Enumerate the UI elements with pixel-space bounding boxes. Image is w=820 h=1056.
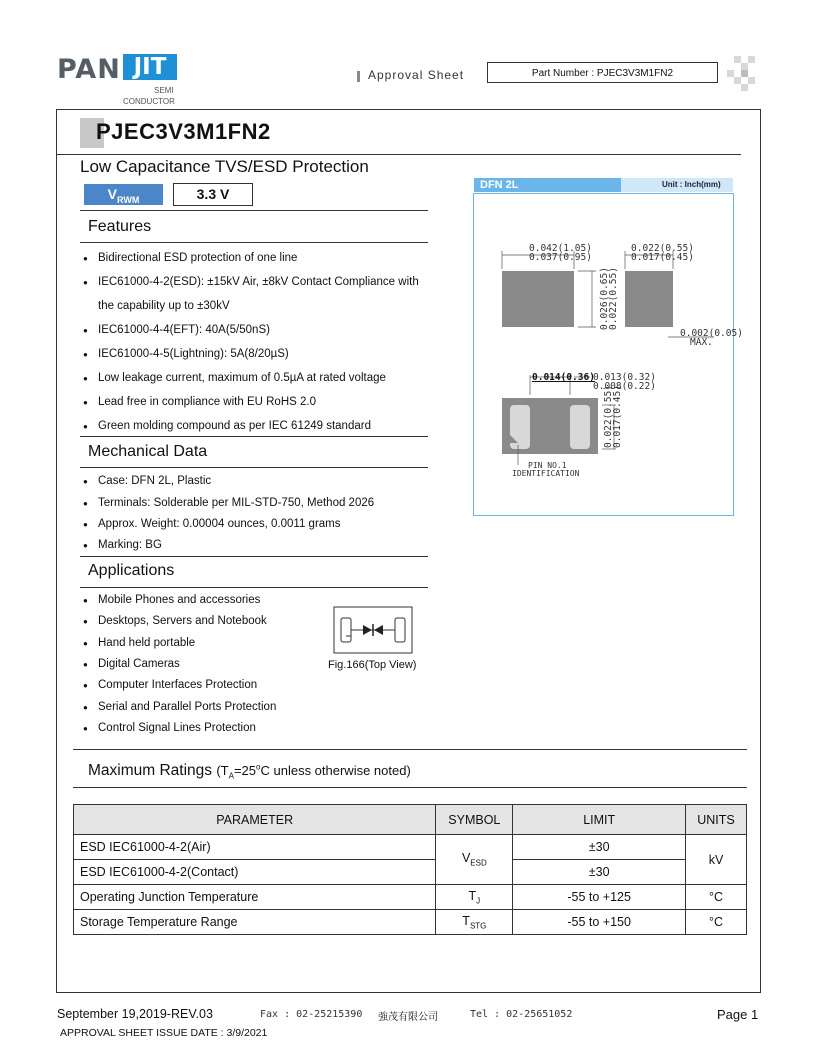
vrwm-label: $V_{RWM}$ [84,184,163,205]
footer-tel: Tel : 02-25651052 [470,1009,573,1020]
divider [80,556,428,557]
application-item: ● Computer Interfaces Protection [98,679,257,691]
application-item: ● Digital Cameras [98,658,180,670]
col-limit: LIMIT [513,805,686,835]
col-parameter: PARAMETER [74,805,436,835]
application-item: ● Serial and Parallel Ports Protection [98,701,276,713]
divider [80,587,428,588]
cell-symbol: $T_J$ [436,885,513,910]
figure-label: Fig.166(Top View) [328,659,417,671]
cell-parameter: Operating Junction Temperature [74,885,436,910]
package-name: DFN 2L [480,179,519,191]
cell-limit: ±30 [513,860,686,885]
dim-thickness: 0.022(0.55) 0.017(0.45) [631,243,694,263]
dim-width: 0.042(1.05) 0.037(0.95) [529,243,592,263]
dim-gap: 0.002(0.05) MAX. [680,328,743,348]
footer-date: September 19,2019-REV.03 [57,1007,213,1021]
top-view-diode-icon [333,606,413,654]
vrwm-value: 3.3 V [173,183,253,206]
feature-item: ● IEC61000-4-2(ESD): ±15kV Air, ±8kV Contact Compliance with [98,276,419,288]
table-header-row [74,805,747,835]
dim-pad-height: 0.022(0.55) 0.017(0.45) [603,385,623,448]
page-title: PJEC3V3M1FN2 [96,119,271,144]
table-row [74,910,747,935]
logo-jit: JIT [123,54,177,80]
mechanical-item: ● Case: DFN 2L, Plastic [98,475,211,487]
col-units: UNITS [686,805,747,835]
cell-units: °C [686,910,747,935]
cell-parameter: Storage Temperature Range [74,910,436,935]
ratings-heading: Maximum Ratings ($T_A=25^oC$ unless otherwise noted) [88,762,411,781]
features-heading: Features [88,218,152,235]
divider [80,242,428,243]
table-row [74,860,747,885]
divider [73,787,747,788]
cell-symbol: $T_{STG}$ [436,910,513,935]
mechanical-item: ● Marking: BG [98,539,162,551]
application-item: ● Control Signal Lines Protection [98,722,256,734]
divider [57,154,741,155]
cell-units: kV [686,835,747,885]
feature-item: ● IEC61000-4-5(Lightning): 5A(8/20µS) [98,348,289,360]
cell-limit: -55 to +125 [513,885,686,910]
part-number-box: Part Number : PJEC3V3M1FN2 [487,62,718,83]
mechanical-heading: Mechanical Data [88,443,208,460]
subtitle: Low Capacitance TVS/ESD Protection [80,157,369,176]
dim-pad-width: 0.013(0.32) 0.008(0.22) [593,372,656,392]
feature-item: ● Low leakage current, maximum of 0.5µA at rated voltage [98,372,386,384]
feature-item: ● Lead free in compliance with EU RoHS 2.0 [98,396,316,408]
dim-height: 0.026(0.65) 0.022(0.55) [599,267,619,330]
application-item: ● Mobile Phones and accessories [98,594,260,606]
divider [73,749,747,750]
footer-company: 強茂有限公司 [378,1012,438,1023]
cell-limit: -55 to +150 [513,910,686,935]
cell-units: °C [686,885,747,910]
col-symbol: SYMBOL [436,805,513,835]
feature-item: ● Green molding compound as per IEC 61249 standard [98,420,371,432]
pin1-identification: PIN NO.1 IDENTIFICATION [512,461,580,478]
logo-semi-text: SEMI [154,86,174,95]
logo-conductor-text: CONDUCTOR [123,97,175,106]
ratings-table [73,804,747,935]
divider [80,436,428,437]
footer-fax: Fax : 02-25215390 [260,1009,363,1020]
mechanical-item: ● Terminals: Solderable per MIL-STD-750, Method 2026 [98,497,374,509]
cell-symbol: $V_{ESD}$ [436,835,513,885]
divider [80,467,428,468]
footer-page: Page 1 [717,1007,759,1022]
package-unit: Unit : Inch(mm) [662,180,721,189]
feature-item: ● IEC61000-4-4(EFT): 40A(5/50nS) [98,324,270,336]
cell-parameter: ESD IEC61000-4-2(Contact) [74,860,436,885]
logo-pan: PAN [57,54,121,85]
table-row [74,835,747,860]
feature-item: ● Bidirectional ESD protection of one line [98,252,297,264]
dim-pad-pitch: 0.014(0.36) [532,372,595,383]
application-item: ● Hand held portable [98,637,195,649]
approval-marker-icon [357,71,360,82]
application-item: ● Desktops, Servers and Notebook [98,615,267,627]
cell-parameter: ESD IEC61000-4-2(Air) [74,835,436,860]
mechanical-item: ● Approx. Weight: 0.00004 ounces, 0.0011 grams [98,518,341,530]
approval-sheet-label: Approval Sheet [368,68,465,82]
applications-heading: Applications [88,562,175,579]
cell-limit: ±30 [513,835,686,860]
divider [80,210,428,211]
feature-item-continuation: the capability up to ±30kV [98,300,230,312]
table-row [74,885,747,910]
footer-issue-date: APPROVAL SHEET ISSUE DATE : 3/9/2021 [60,1027,268,1039]
